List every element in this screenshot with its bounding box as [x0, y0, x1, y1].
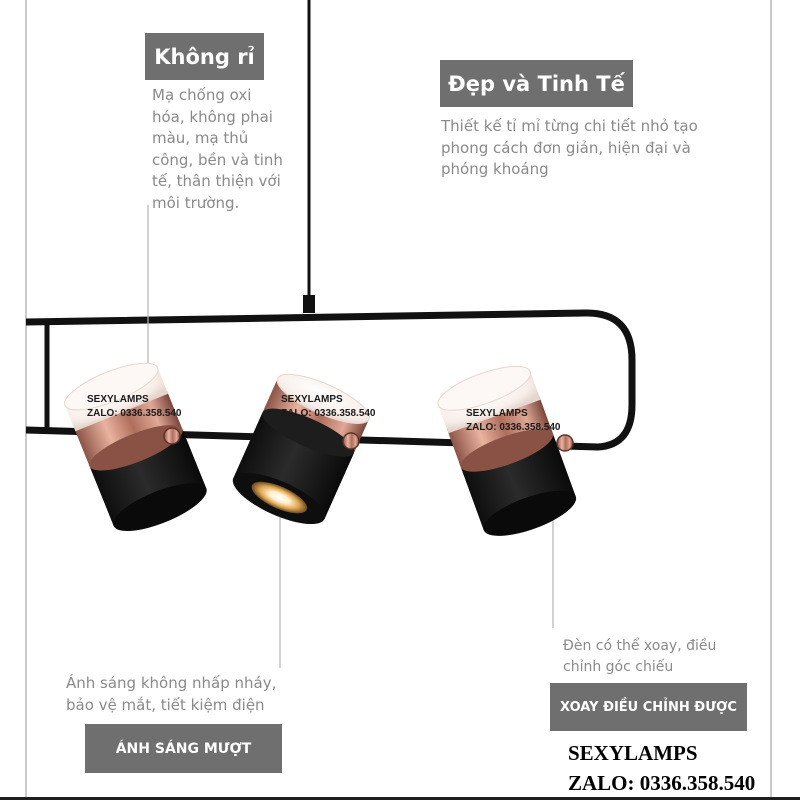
watermark-zalo: ZALO: 0336.358.540	[466, 422, 561, 433]
desc-line: Ánh sáng không nhấp nháy,	[66, 674, 277, 692]
desc-line: Mạ chống oxi	[152, 86, 252, 104]
desc-line: hóa, không phai	[152, 107, 273, 126]
desc-line: Đèn có thể xoay, điều	[563, 638, 717, 654]
feature-smooth-light-title: ÁNH SÁNG MƯỢT	[85, 724, 282, 773]
watermark-zalo: ZALO: 0336.358.540	[87, 408, 182, 419]
desc-line: công, bền và tinh	[152, 150, 283, 169]
desc-line: phong cách đơn giản, hiện đại và	[441, 138, 691, 157]
feature-no-rust-desc	[152, 85, 302, 214]
watermark-name: SEXYLAMPS	[87, 394, 149, 405]
watermark-lamp-middle	[281, 393, 376, 421]
watermark-zalo: ZALO: 0336.358.540	[281, 408, 376, 419]
brand-zalo: ZALO: 0336.358.540	[568, 771, 756, 795]
feature-elegant-title: Đẹp và Tinh Tế	[440, 60, 633, 107]
desc-line: phóng khoáng	[441, 160, 549, 178]
watermark-lamp-left	[87, 393, 182, 421]
feature-rotate-title: XOAY ĐIỀU CHỈNH ĐƯỢC	[550, 683, 747, 731]
desc-line: màu, mạ thủ	[152, 129, 249, 147]
lamp-head-middle	[226, 365, 375, 534]
desc-line: chỉnh góc chiếu	[563, 659, 674, 675]
desc-line: môi trường.	[152, 193, 240, 212]
brand-name: SEXYLAMPS	[568, 741, 698, 765]
desc-line: tế, thân thiện với	[152, 172, 281, 190]
feature-elegant-desc	[441, 116, 741, 181]
lamp-head-left	[59, 354, 212, 541]
desc-line: bảo vệ mắt, tiết kiệm điện	[66, 695, 265, 714]
watermark-name: SEXYLAMPS	[281, 394, 343, 405]
feature-no-rust-title: Không rỉ	[145, 33, 264, 80]
desc-line: Thiết kế tỉ mỉ từng chi tiết nhỏ tạo	[441, 117, 698, 135]
cord-connector	[303, 295, 315, 313]
watermark-lamp-right	[466, 407, 561, 435]
brand-footer	[568, 738, 755, 798]
feature-rotate-desc	[563, 636, 763, 678]
lamp-head-right	[433, 358, 581, 546]
feature-smooth-light-desc	[66, 673, 296, 716]
watermark-name: SEXYLAMPS	[466, 408, 528, 419]
